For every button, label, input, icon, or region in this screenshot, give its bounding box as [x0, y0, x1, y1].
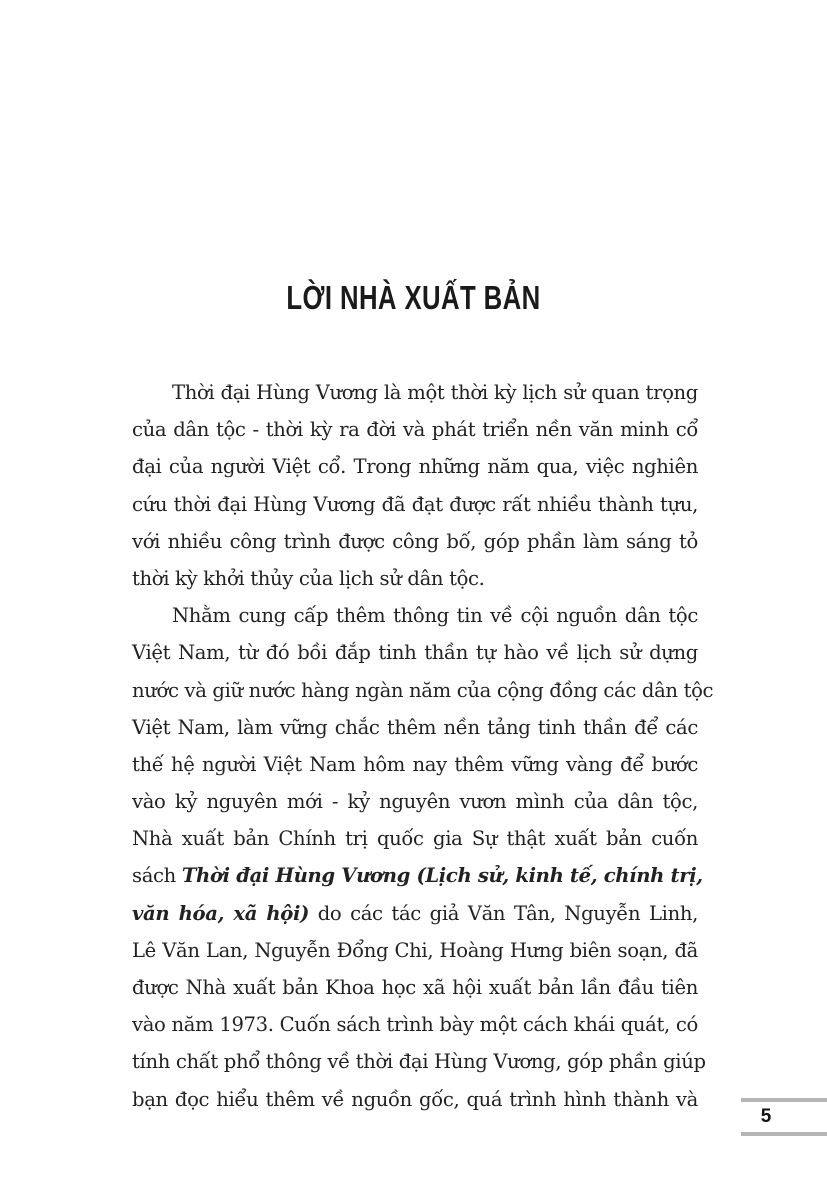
paragraph-2-line-2: Việt Nam, từ đó bồi đắp tinh thần tự hào về lịch sử dựng	[132, 641, 698, 665]
body-text	[132, 374, 714, 1118]
paragraph-2-line-1: Nhằm cung cấp thêm thông tin về cội nguồn dân tộc	[172, 604, 698, 628]
paragraph-2-book-line-2	[132, 895, 698, 932]
paragraph-1-line-6: thời kỳ khởi thủy của lịch sử dân tộc.	[132, 566, 485, 590]
paragraph-2-line-13: tính chất phổ thông về thời đại Hùng Vương, góp phần giúp	[132, 1050, 706, 1074]
page-number-box	[741, 1098, 827, 1136]
page-heading: LỜI NHÀ XUẤT BẢN	[286, 279, 541, 316]
book-title-part-1: Thời đại Hùng Vương (Lịch sử, kinh tế, chính trị,	[181, 864, 703, 888]
paragraph-1-line-3: đại của người Việt cổ. Trong những năm qua, việc nghiên	[132, 455, 698, 479]
paragraph-1-line-1: Thời đại Hùng Vương là một thời kỳ lịch sử quan trọng	[172, 381, 698, 404]
paragraph-2-line-6: vào kỷ nguyên mới - kỷ nguyên vươn mình của dân tộc,	[132, 790, 698, 814]
paragraph-2-line-7: Nhà xuất bản Chính trị quốc gia Sự thật xuất bản cuốn	[132, 827, 698, 851]
paragraph-2-line-4: Việt Nam, làm vững chắc thêm nền tảng tinh thần để các	[132, 715, 698, 739]
book-title-part-2: văn hóa, xã hội)	[132, 901, 309, 925]
paragraph-2-line-14: bạn đọc hiểu thêm về nguồn gốc, quá trình hình thành và	[132, 1087, 698, 1111]
book-line-suffix: do các tác giả Văn Tân, Nguyễn Linh,	[309, 901, 698, 925]
paragraph-1-line-4: cứu thời đại Hùng Vương đã đạt được rất nhiều thành tựu,	[132, 492, 698, 516]
paragraph-2-line-12: vào năm 1973. Cuốn sách trình bày một cách khái quát, có	[132, 1013, 698, 1037]
paragraph-1-line-5: với nhiều công trình được công bố, góp phần làm sáng tỏ	[132, 529, 698, 553]
paragraph-2-book-line-1	[132, 857, 703, 894]
paragraph-2-line-5: thế hệ người Việt Nam hôm nay thêm vững vàng để bước	[132, 752, 698, 776]
paragraph-1-line-2: của dân tộc - thời kỳ ra đời và phát triển nền văn minh cổ	[132, 418, 698, 442]
paragraph-2-line-3: nước và giữ nước hàng ngàn năm của cộng đồng các dân tộc	[132, 678, 714, 702]
paragraph-2-line-11: được Nhà xuất bản Khoa học xã hội xuất bản lần đầu tiên	[132, 976, 698, 999]
page-number: 5	[760, 1106, 772, 1127]
book-line-prefix: sách	[132, 864, 182, 888]
paragraph-2-line-10: Lê Văn Lan, Nguyễn Đổng Chi, Hoàng Hưng biên soạn, đã	[132, 938, 698, 962]
